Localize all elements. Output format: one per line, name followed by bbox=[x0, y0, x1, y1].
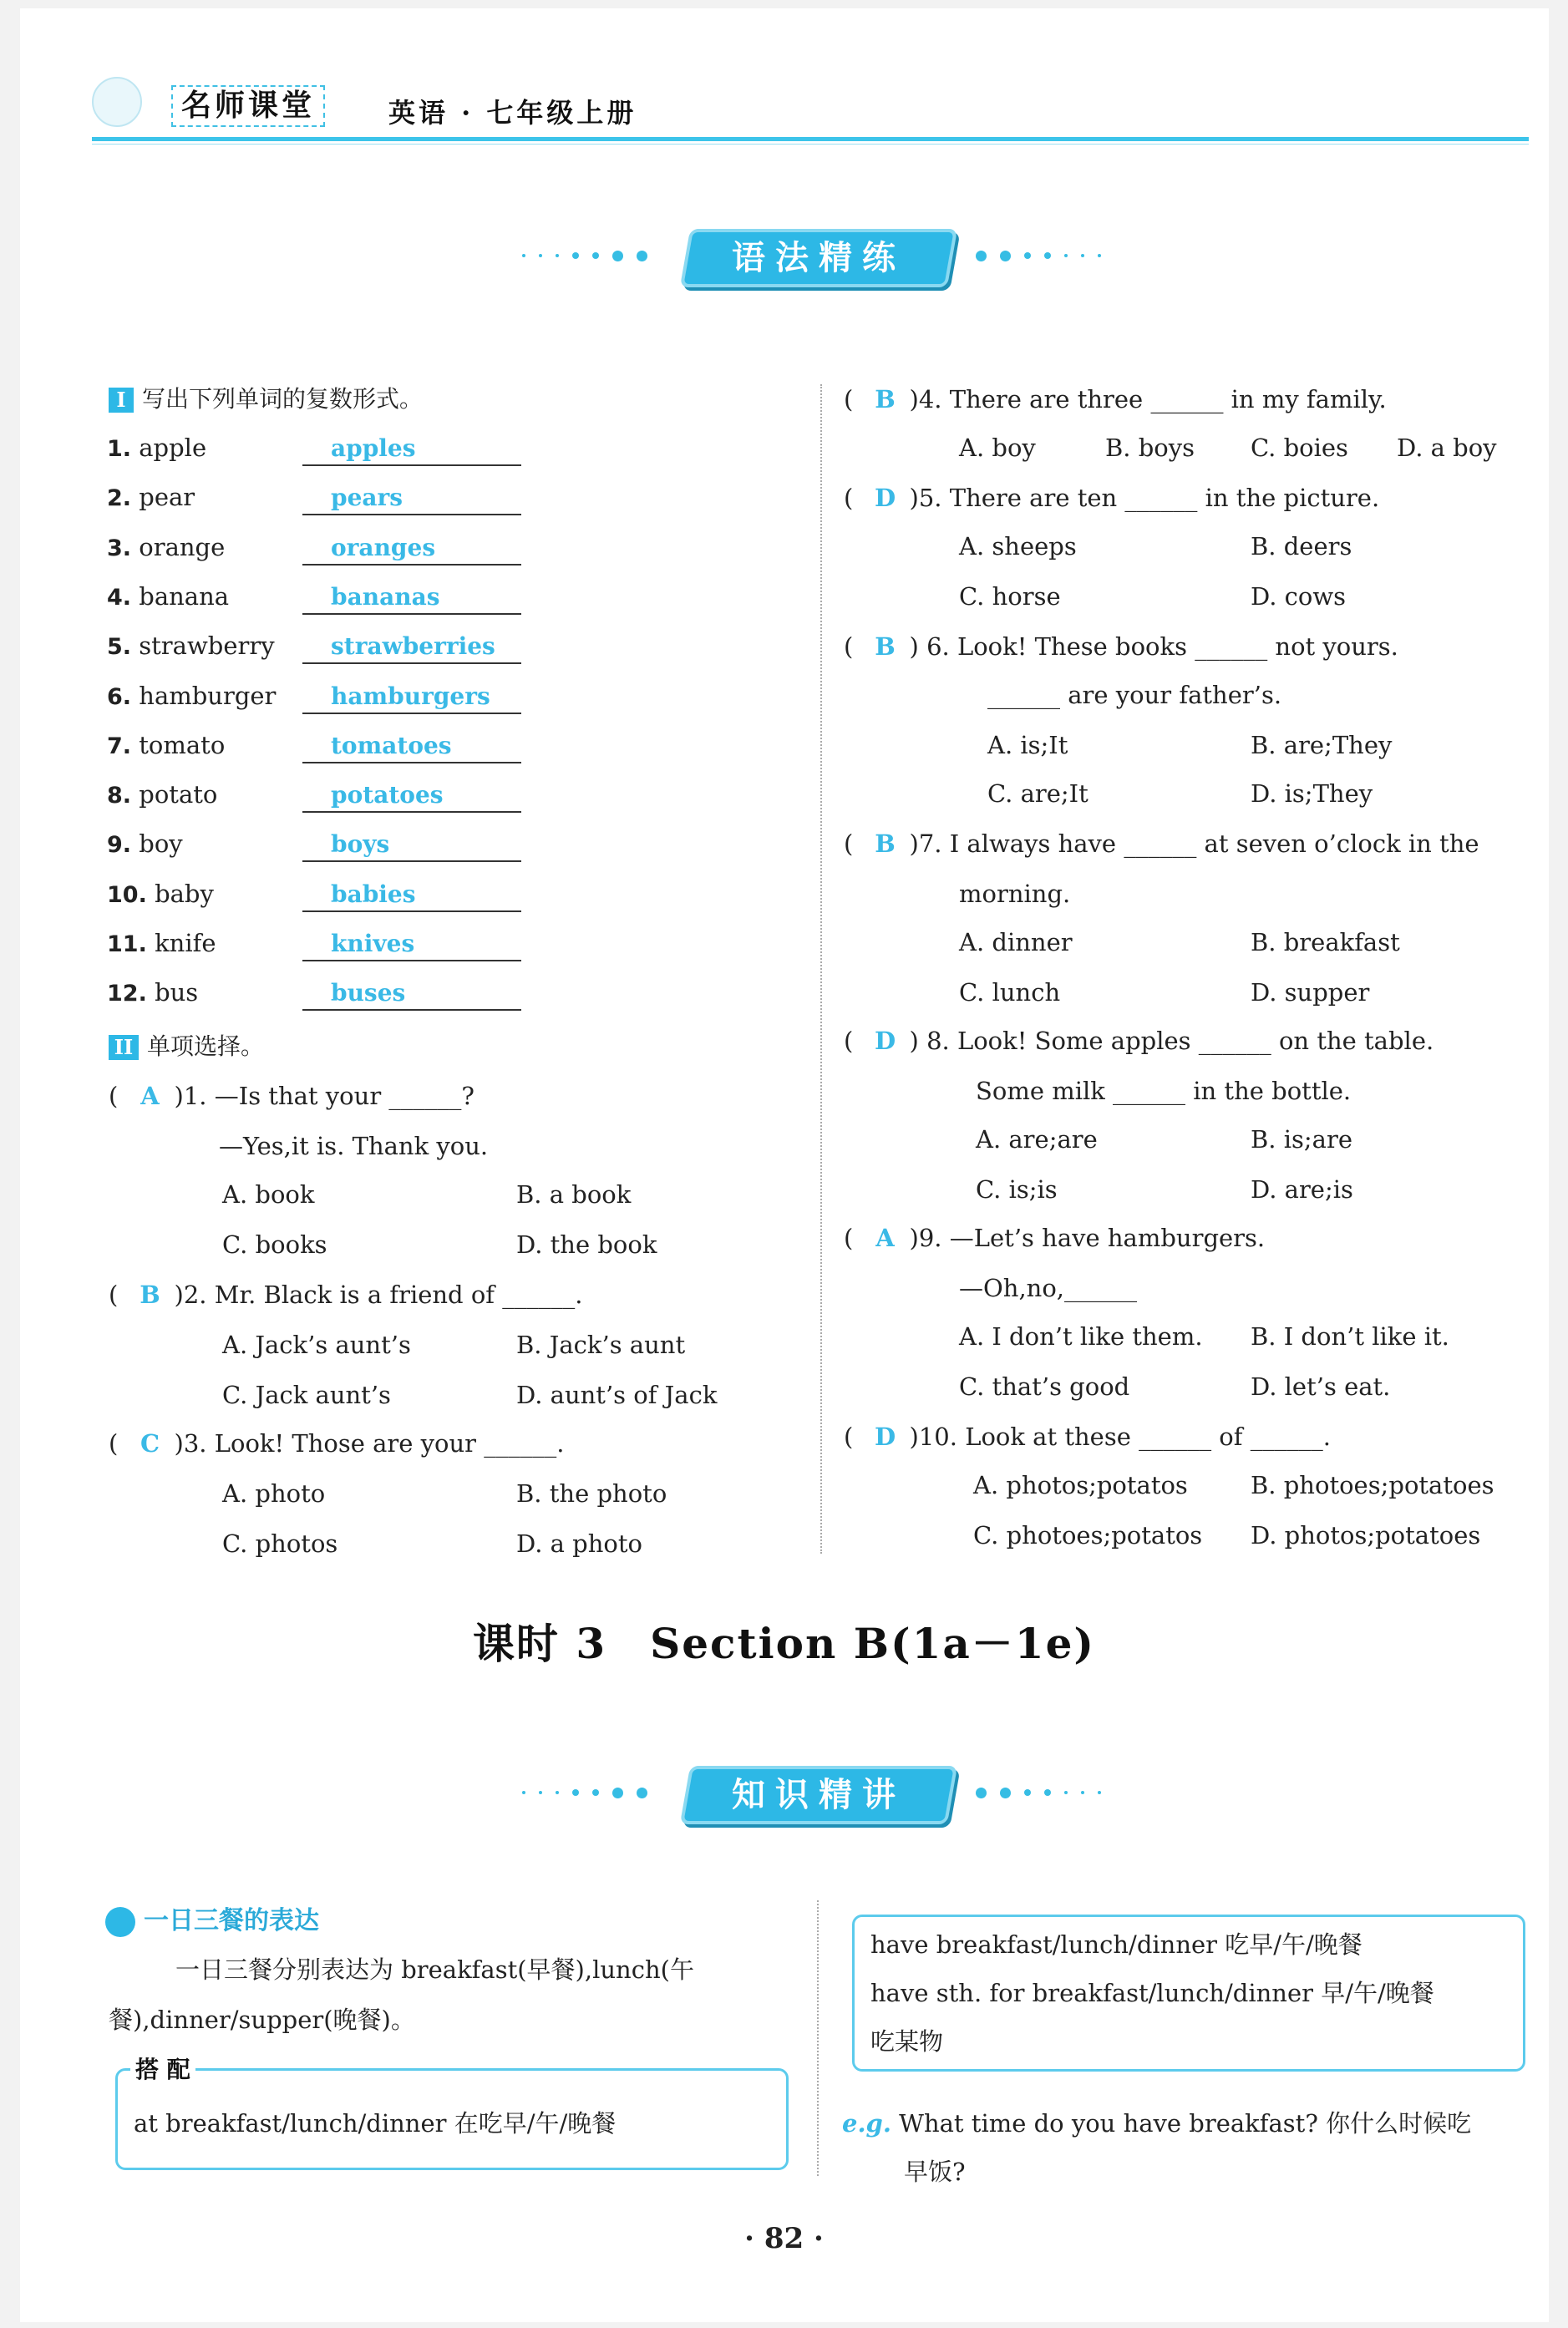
knowledge-heading: 一日三餐的表达 bbox=[105, 1904, 319, 1938]
item-word: strawberry bbox=[139, 631, 275, 660]
banner2-dots-left bbox=[522, 1786, 647, 1799]
q3-line1: ( C )3. Look! Those are your ______. bbox=[109, 1427, 564, 1460]
q3-answer: C bbox=[140, 1429, 160, 1458]
q7-stem: )7. I always have ______ at seven o’clock in the bbox=[909, 829, 1479, 858]
plural-item bbox=[107, 629, 275, 664]
item-number: 6. bbox=[107, 684, 132, 710]
q6-line2: ______ are your father’s. bbox=[987, 681, 1282, 709]
q8-answer: D bbox=[874, 1027, 896, 1055]
q5-stem: )5. There are ten ______ in the picture. bbox=[909, 484, 1380, 512]
knowledge-para-line1: 一日三餐分别表达为 breakfast(早餐),lunch(午 bbox=[175, 1955, 694, 1984]
q10-option-c: C. photoes;potatos bbox=[973, 1521, 1203, 1549]
plural-answer-field[interactable]: pears bbox=[302, 482, 521, 515]
q10-answer: D bbox=[874, 1423, 896, 1451]
q8-stem: ) 8. Look! Some apples ______ on the table. bbox=[909, 1027, 1434, 1055]
plural-item bbox=[107, 778, 217, 813]
q6-answer: B bbox=[875, 632, 896, 661]
plural-item bbox=[107, 728, 225, 763]
part1-heading bbox=[109, 383, 423, 416]
page-number: · 82 · bbox=[744, 2222, 824, 2255]
q6-option-c: C. are;It bbox=[987, 779, 1088, 808]
header-rule-thin bbox=[92, 144, 1529, 145]
plural-item bbox=[107, 877, 214, 912]
item-word: tomato bbox=[139, 731, 226, 759]
q7-line1: ( B )7. I always have ______ at seven o’clock in the bbox=[844, 827, 1479, 860]
q2-answer: B bbox=[140, 1281, 160, 1309]
brand-logo: 名师课堂 bbox=[171, 85, 325, 127]
item-word: pear bbox=[139, 483, 195, 511]
plural-answer-field[interactable]: oranges bbox=[302, 532, 521, 566]
q4-option-b: B. boys bbox=[1105, 434, 1195, 462]
q10-line1: ( D )10. Look at these ______ of ______. bbox=[844, 1420, 1331, 1453]
plural-item bbox=[107, 480, 195, 515]
item-number: 12. bbox=[107, 981, 147, 1007]
q1-answer: A bbox=[140, 1082, 160, 1110]
q1-line1: ( A )1. —Is that your ______? bbox=[109, 1079, 474, 1113]
item-word: potato bbox=[139, 780, 218, 809]
q1-option-d: D. the book bbox=[516, 1230, 657, 1259]
item-word: baby bbox=[155, 880, 214, 908]
q7-line2: morning. bbox=[959, 880, 1071, 908]
q5-option-a: A. sheeps bbox=[959, 532, 1077, 560]
plural-item bbox=[107, 976, 198, 1011]
q9-option-d: D. let’s eat. bbox=[1251, 1372, 1391, 1401]
q6-stem: ) 6. Look! These books ______ not yours. bbox=[909, 632, 1398, 661]
q8-option-d: D. are;is bbox=[1251, 1175, 1353, 1204]
item-number: 11. bbox=[107, 931, 147, 957]
q2-stem: )2. Mr. Black is a friend of ______. bbox=[174, 1281, 583, 1309]
q3-option-d: D. a photo bbox=[516, 1529, 642, 1558]
eg-label: e.g. bbox=[842, 2109, 891, 2138]
knowledge-para-line2: 餐),dinner/supper(晚餐)。 bbox=[109, 2006, 415, 2034]
item-word: knife bbox=[155, 929, 216, 957]
plural-answer-field[interactable]: knives bbox=[302, 928, 521, 961]
q4-option-d: D. a boy bbox=[1397, 434, 1497, 462]
collocation-right-line1: have breakfast/lunch/dinner 吃早/午/晚餐 bbox=[870, 1930, 1362, 1959]
q9-answer: A bbox=[875, 1224, 895, 1252]
item-number: 1. bbox=[107, 436, 132, 462]
example-line1 bbox=[842, 2107, 1471, 2140]
item-number: 9. bbox=[107, 832, 132, 858]
plural-item bbox=[107, 580, 229, 615]
plural-item bbox=[107, 926, 216, 961]
q8-option-c: C. is;is bbox=[976, 1175, 1058, 1204]
item-number: 5. bbox=[107, 634, 132, 660]
plural-item bbox=[107, 827, 183, 862]
header bbox=[92, 67, 1529, 142]
bullet-icon bbox=[105, 1907, 135, 1937]
part1-title: 写出下列单词的复数形式。 bbox=[142, 385, 424, 413]
q1-line2: —Yes,it is. Thank you. bbox=[219, 1132, 489, 1160]
q9-option-c: C. that’s good bbox=[959, 1372, 1130, 1401]
q7-option-d: D. supper bbox=[1251, 978, 1370, 1007]
header-rule bbox=[92, 137, 1529, 141]
collocation-left-text: at breakfast/lunch/dinner 在吃早/午/晚餐 bbox=[134, 2109, 617, 2138]
plural-answer-field[interactable]: tomatoes bbox=[302, 730, 521, 763]
plural-answer-field[interactable]: apples bbox=[302, 433, 521, 466]
q7-option-a: A. dinner bbox=[959, 928, 1073, 956]
part2-marker: II bbox=[109, 1035, 139, 1060]
banner-dots-right bbox=[976, 249, 1101, 262]
item-word: banana bbox=[139, 582, 230, 611]
q10-option-d: D. photos;potatoes bbox=[1251, 1521, 1481, 1549]
q8-line2: Some milk ______ in the bottle. bbox=[976, 1077, 1352, 1105]
part2-heading bbox=[109, 1030, 264, 1063]
q7-answer: B bbox=[875, 829, 896, 858]
item-word: bus bbox=[155, 978, 199, 1007]
plural-item bbox=[107, 530, 225, 566]
q8-option-a: A. are;are bbox=[976, 1125, 1098, 1154]
plural-answer-field[interactable]: potatoes bbox=[302, 779, 521, 813]
q8-option-b: B. is;are bbox=[1251, 1125, 1352, 1154]
q2-line1: ( B )2. Mr. Black is a friend of ______. bbox=[109, 1278, 582, 1311]
item-word: boy bbox=[139, 829, 183, 858]
item-number: 7. bbox=[107, 733, 132, 759]
plural-answer-field[interactable]: strawberries bbox=[302, 631, 521, 664]
item-word: orange bbox=[139, 533, 226, 561]
q3-option-c: C. photos bbox=[222, 1529, 338, 1558]
banner2-label: 知识精讲 bbox=[680, 1766, 957, 1824]
column-divider bbox=[820, 384, 822, 1554]
q8-line1: ( D ) 8. Look! Some apples ______ on the table. bbox=[844, 1024, 1434, 1057]
q5-line1: ( D )5. There are ten ______ in the picture. bbox=[844, 481, 1379, 515]
q6-option-b: B. are;They bbox=[1251, 731, 1393, 759]
knowledge-divider bbox=[817, 1900, 819, 2176]
q3-option-b: B. the photo bbox=[516, 1479, 667, 1508]
banner2-dots-right bbox=[976, 1786, 1101, 1799]
q1-option-a: A. book bbox=[222, 1180, 315, 1209]
q4-option-a: A. boy bbox=[959, 434, 1036, 462]
q6-line1: ( B ) 6. Look! These books ______ not yours. bbox=[844, 630, 1398, 663]
item-number: 3. bbox=[107, 535, 132, 561]
plural-answer-field[interactable]: babies bbox=[302, 879, 521, 912]
q9-option-a: A. I don’t like them. bbox=[959, 1322, 1203, 1351]
plural-item bbox=[107, 679, 276, 714]
book-subtitle: 英语 · 七年级上册 bbox=[388, 97, 637, 129]
lesson-title: 课时 3 Section B(1a－1e) bbox=[472, 1619, 1096, 1668]
item-number: 10. bbox=[107, 882, 147, 908]
q5-option-b: B. deers bbox=[1251, 532, 1352, 560]
q1-stem: )1. —Is that your ______? bbox=[174, 1082, 474, 1110]
q5-option-c: C. horse bbox=[959, 582, 1061, 611]
q10-option-a: A. photos;potatos bbox=[973, 1471, 1188, 1499]
plural-item bbox=[107, 431, 206, 466]
q5-answer: D bbox=[874, 484, 896, 512]
item-number: 4. bbox=[107, 585, 132, 611]
banner-label: 语法精练 bbox=[680, 229, 957, 287]
q10-option-b: B. photoes;potatoes bbox=[1251, 1471, 1494, 1499]
part2-title: 单项选择。 bbox=[147, 1032, 265, 1060]
q4-line1: ( B )4. There are three ______ in my family. bbox=[844, 383, 1387, 416]
mascot-icon bbox=[92, 77, 142, 127]
plural-answer-field[interactable]: hamburgers bbox=[302, 681, 521, 714]
collocation-right-line3: 吃某物 bbox=[870, 2027, 944, 2056]
q2-option-b: B. Jack’s aunt bbox=[516, 1331, 686, 1359]
q1-option-c: C. books bbox=[222, 1230, 327, 1259]
q4-stem: )4. There are three ______ in my family. bbox=[909, 385, 1387, 413]
q2-option-d: D. aunt’s of Jack bbox=[516, 1381, 718, 1409]
q6-option-d: D. is;They bbox=[1251, 779, 1373, 808]
q9-line2: —Oh,no,______ bbox=[959, 1274, 1138, 1302]
collocation-tag: 搭 配 bbox=[130, 2052, 195, 2085]
q2-option-a: A. Jack’s aunt’s bbox=[222, 1331, 411, 1359]
banner-dots-left bbox=[522, 249, 647, 262]
q9-stem: )9. —Let’s have hamburgers. bbox=[909, 1224, 1266, 1252]
q1-option-b: B. a book bbox=[516, 1180, 632, 1209]
q7-option-c: C. lunch bbox=[959, 978, 1061, 1007]
q2-option-c: C. Jack aunt’s bbox=[222, 1381, 391, 1409]
item-number: 8. bbox=[107, 783, 132, 809]
plural-answer-field[interactable]: bananas bbox=[302, 581, 521, 615]
q9-line1: ( A )9. —Let’s have hamburgers. bbox=[844, 1221, 1265, 1255]
plural-answer-field[interactable]: buses bbox=[302, 977, 521, 1011]
plural-answer-field[interactable]: boys bbox=[302, 829, 521, 862]
collocation-right-line2: have sth. for breakfast/lunch/dinner 早/午/晚餐 bbox=[870, 1979, 1434, 2007]
section-banner-knowledge bbox=[0, 1756, 1568, 1831]
eg-text: What time do you have breakfast? 你什么时候吃 bbox=[899, 2109, 1472, 2138]
part1-marker: I bbox=[109, 388, 134, 413]
q3-stem: )3. Look! Those are your ______. bbox=[174, 1429, 565, 1458]
section-banner-grammar bbox=[0, 219, 1568, 294]
item-word: hamburger bbox=[139, 682, 277, 710]
q6-option-a: A. is;It bbox=[987, 731, 1068, 759]
q3-option-a: A. photo bbox=[222, 1479, 326, 1508]
q4-answer: B bbox=[875, 385, 896, 413]
item-number: 2. bbox=[107, 485, 132, 511]
q9-option-b: B. I don’t like it. bbox=[1251, 1322, 1449, 1351]
q10-stem: )10. Look at these ______ of ______. bbox=[909, 1423, 1331, 1451]
q4-option-c: C. boies bbox=[1251, 434, 1348, 462]
q7-option-b: B. breakfast bbox=[1251, 928, 1400, 956]
item-word: apple bbox=[139, 434, 207, 462]
example-line2: 早饭? bbox=[904, 2158, 966, 2186]
q5-option-d: D. cows bbox=[1251, 582, 1347, 611]
